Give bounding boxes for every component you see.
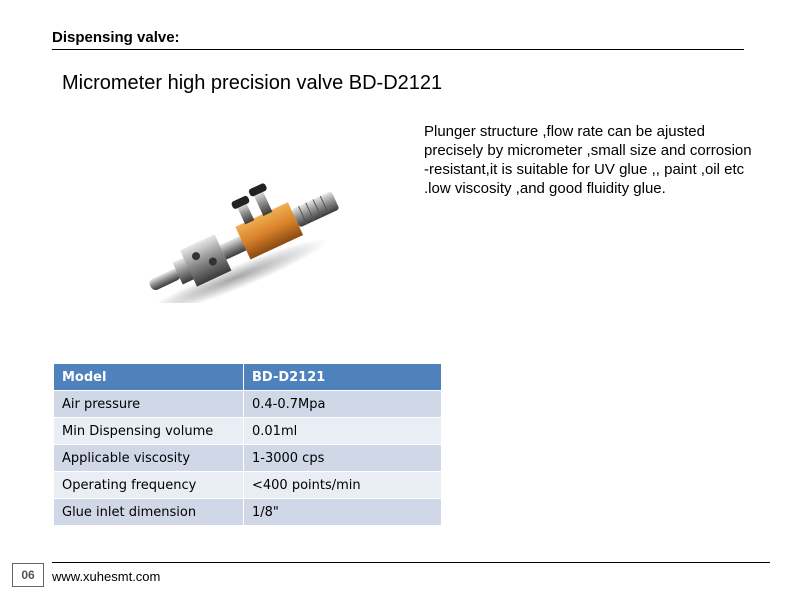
table-cell-label: Applicable viscosity [54,445,244,472]
table-header-row [54,364,442,391]
table-header-cell: Model [54,364,244,391]
table-cell-value: 0.01ml [244,418,442,445]
table-cell-label: Operating frequency [54,472,244,499]
section-title: Dispensing valve: [52,29,180,46]
bottom-divider [52,562,770,563]
table-cell-value: <400 points/min [244,472,442,499]
table-row [54,391,442,418]
spec-table [53,363,442,526]
table-cell-value: 0.4-0.7Mpa [244,391,442,418]
table-cell-label: Min Dispensing volume [54,418,244,445]
top-divider [52,49,744,50]
table-row [54,472,442,499]
table-row [54,499,442,526]
table-cell-label: Glue inlet dimension [54,499,244,526]
dispensing-valve-image [130,168,345,303]
table-header-cell: BD-D2121 [244,364,442,391]
table-cell-label: Air pressure [54,391,244,418]
page-number: 06 [12,563,44,587]
table-row [54,418,442,445]
page-title: Micrometer high precision valve BD-D2121 [62,72,443,94]
table-row [54,445,442,472]
table-cell-value: 1-3000 cps [244,445,442,472]
product-description: Plunger structure ,flow rate can be ajusted precisely by micrometer ,small size and corrosion -resistant,it is suitable for UV glue ,, paint ,oil etc .low viscosity ,and good fluidity glue. [424,123,752,197]
footer-url: www.xuhesmt.com [52,569,161,584]
table-cell-value: 1/8" [244,499,442,526]
